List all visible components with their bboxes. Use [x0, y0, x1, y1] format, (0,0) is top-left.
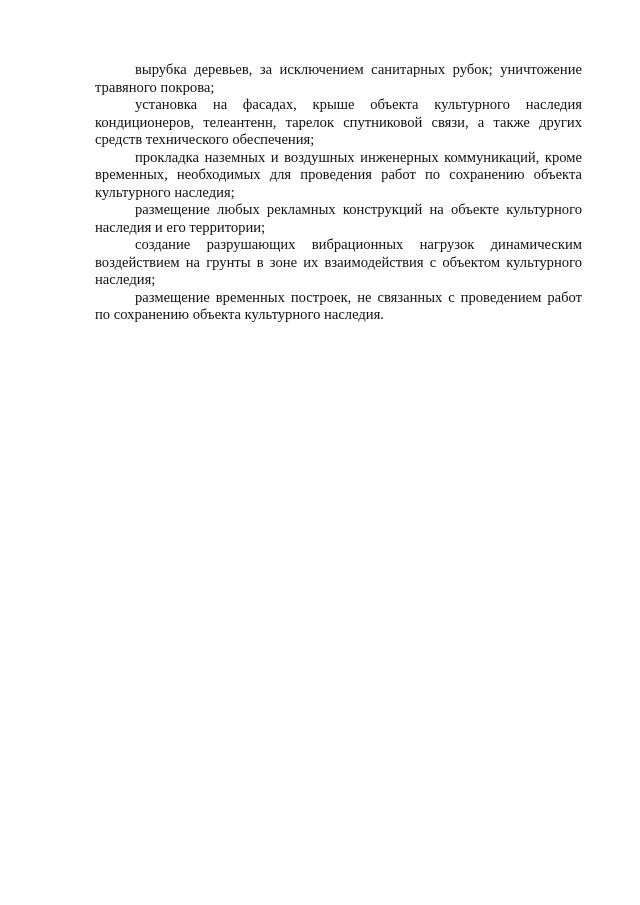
document-body [95, 62, 582, 325]
paragraph-advertising: размещение любых рекламных конструкций на объекте культурного наследия и его территории; [95, 202, 582, 236]
paragraph-temporary-structures: размещение временных построек, не связанных с проведением работ по сохранению объекта культурного наследия. [95, 289, 582, 323]
paragraph-facade-installation: установка на фасадах, крыше объекта культурного наследия кондиционеров, телеантенн, тарелок спутниковой связи, а также других средств технического обеспечения; [95, 97, 582, 148]
paragraph-tree-felling: вырубка деревьев, за исключением санитарных рубок; уничтожение травяного покрова; [95, 62, 582, 96]
paragraph-utility-laying: прокладка наземных и воздушных инженерных коммуникаций, кроме временных, необходимых для проведения работ по сохранению объекта культурного наследия; [95, 149, 582, 201]
paragraph-vibration-loads: создание разрушающих вибрационных нагрузок динамическим воздействием на грунты в зоне их взаимодействия с объектом культурного наследия; [95, 237, 582, 288]
